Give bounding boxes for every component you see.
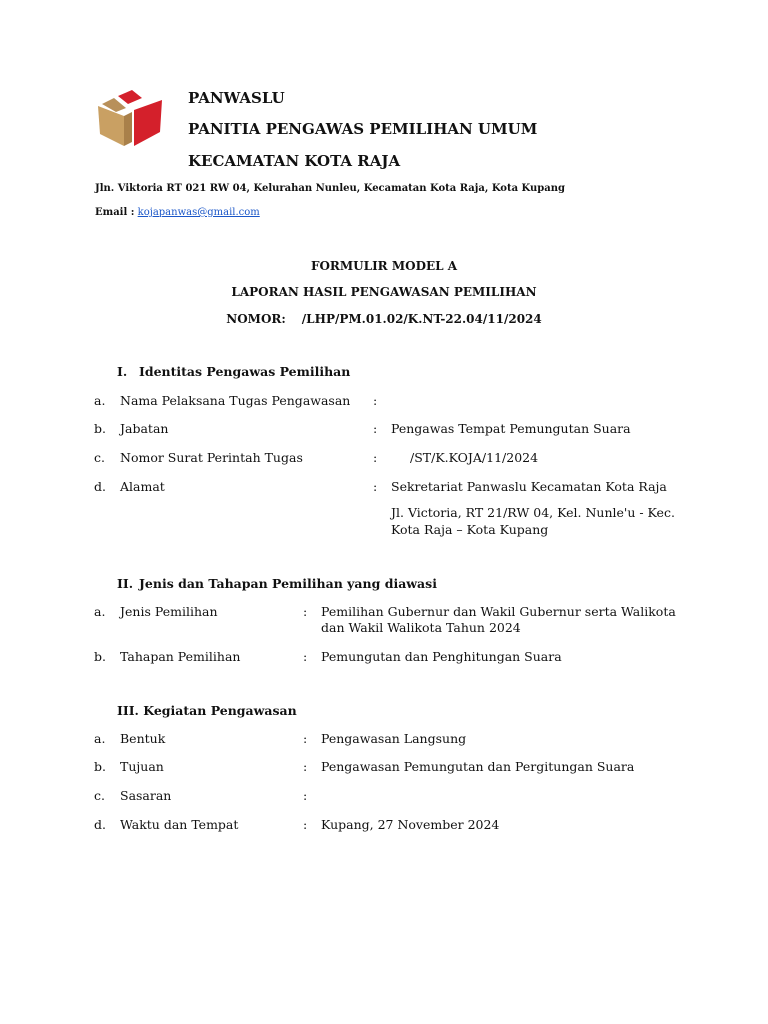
item-colon: : <box>373 479 378 494</box>
item-label: Jenis Pemilihan <box>120 604 218 619</box>
item-label: Jabatan <box>120 421 169 436</box>
item-colon: : <box>303 731 308 746</box>
item-colon: : <box>303 788 308 803</box>
item-value: Pemilihan Gubernur dan Wakil Gubernur serta Walikota <box>321 604 676 619</box>
item-value-continued: dan Wakil Walikota Tahun 2024 <box>321 620 521 635</box>
item-value: /ST/K.KOJA/11/2024 <box>410 450 539 465</box>
item-letter: d. <box>94 479 106 494</box>
form-title: FORMULIR MODEL A <box>310 259 458 273</box>
item-label: Alamat <box>120 479 165 494</box>
item-value: Pengawasan Pemungutan dan Pergitungan Suara <box>321 759 635 774</box>
item-colon: : <box>373 450 378 465</box>
section-3-heading: III. Kegiatan Pengawasan <box>117 703 297 718</box>
item-label: Nama Pelaksana Tugas Pengawasan <box>120 393 351 408</box>
item-value: Pengawasan Langsung <box>321 731 467 746</box>
item-colon: : <box>373 421 378 436</box>
item-colon: : <box>303 759 308 774</box>
item-colon: : <box>373 393 378 408</box>
email-link[interactable]: kojapanwas@gmail.com <box>137 207 260 218</box>
item-colon: : <box>303 817 308 832</box>
address: Jln. Viktoria RT 021 RW 04, Kelurahan Nunleu, Kecamatan Kota Raja, Kota Kupang <box>95 183 566 194</box>
section-number: I. <box>117 364 128 379</box>
org-name: PANWASLU <box>188 89 285 107</box>
item-value-continued: Jl. Victoria, RT 21/RW 04, Kel. Nunle'u - Kec. <box>391 505 675 520</box>
item-letter: b. <box>94 421 106 436</box>
section-1-heading <box>117 364 350 379</box>
org-district: KECAMATAN KOTA RAJA <box>188 152 401 170</box>
item-value: Pengawas Tempat Pemungutan Suara <box>391 421 631 436</box>
item-label: Bentuk <box>120 731 166 746</box>
item-value: Pemungutan dan Penghitungan Suara <box>321 649 562 664</box>
item-letter: d. <box>94 817 106 832</box>
panwaslu-logo-icon <box>96 88 164 150</box>
item-value-continued: Kota Raja – Kota Kupang <box>391 522 549 537</box>
item-letter: a. <box>94 604 106 619</box>
item-colon: : <box>303 604 308 619</box>
nomor-label: NOMOR: <box>226 312 286 326</box>
section-2-heading <box>117 576 437 591</box>
item-value: Kupang, 27 November 2024 <box>321 817 500 832</box>
item-label: Sasaran <box>120 788 172 803</box>
report-title: LAPORAN HASIL PENGAWASAN PEMILIHAN <box>231 285 537 299</box>
email-line <box>95 207 260 218</box>
item-letter: b. <box>94 759 106 774</box>
report-number <box>0 312 768 326</box>
email-label: Email : <box>95 207 135 218</box>
item-letter: c. <box>94 450 105 465</box>
org-full-name: PANITIA PENGAWAS PEMILIHAN UMUM <box>188 120 538 138</box>
item-value: Sekretariat Panwaslu Kecamatan Kota Raja <box>391 479 667 494</box>
section-number: II. <box>117 576 134 591</box>
nomor-value: /LHP/PM.01.02/K.NT-22.04/11/2024 <box>301 312 542 326</box>
item-label: Tahapan Pemilihan <box>120 649 241 664</box>
item-letter: a. <box>94 393 106 408</box>
item-letter: b. <box>94 649 106 664</box>
item-colon: : <box>303 649 308 664</box>
section-title: Jenis dan Tahapan Pemilihan yang diawasi <box>139 576 437 591</box>
item-letter: a. <box>94 731 106 746</box>
item-label: Tujuan <box>120 759 164 774</box>
item-label: Nomor Surat Perintah Tugas <box>120 450 303 465</box>
item-label: Waktu dan Tempat <box>120 817 239 832</box>
item-letter: c. <box>94 788 105 803</box>
section-title: Identitas Pengawas Pemilihan <box>139 364 351 379</box>
